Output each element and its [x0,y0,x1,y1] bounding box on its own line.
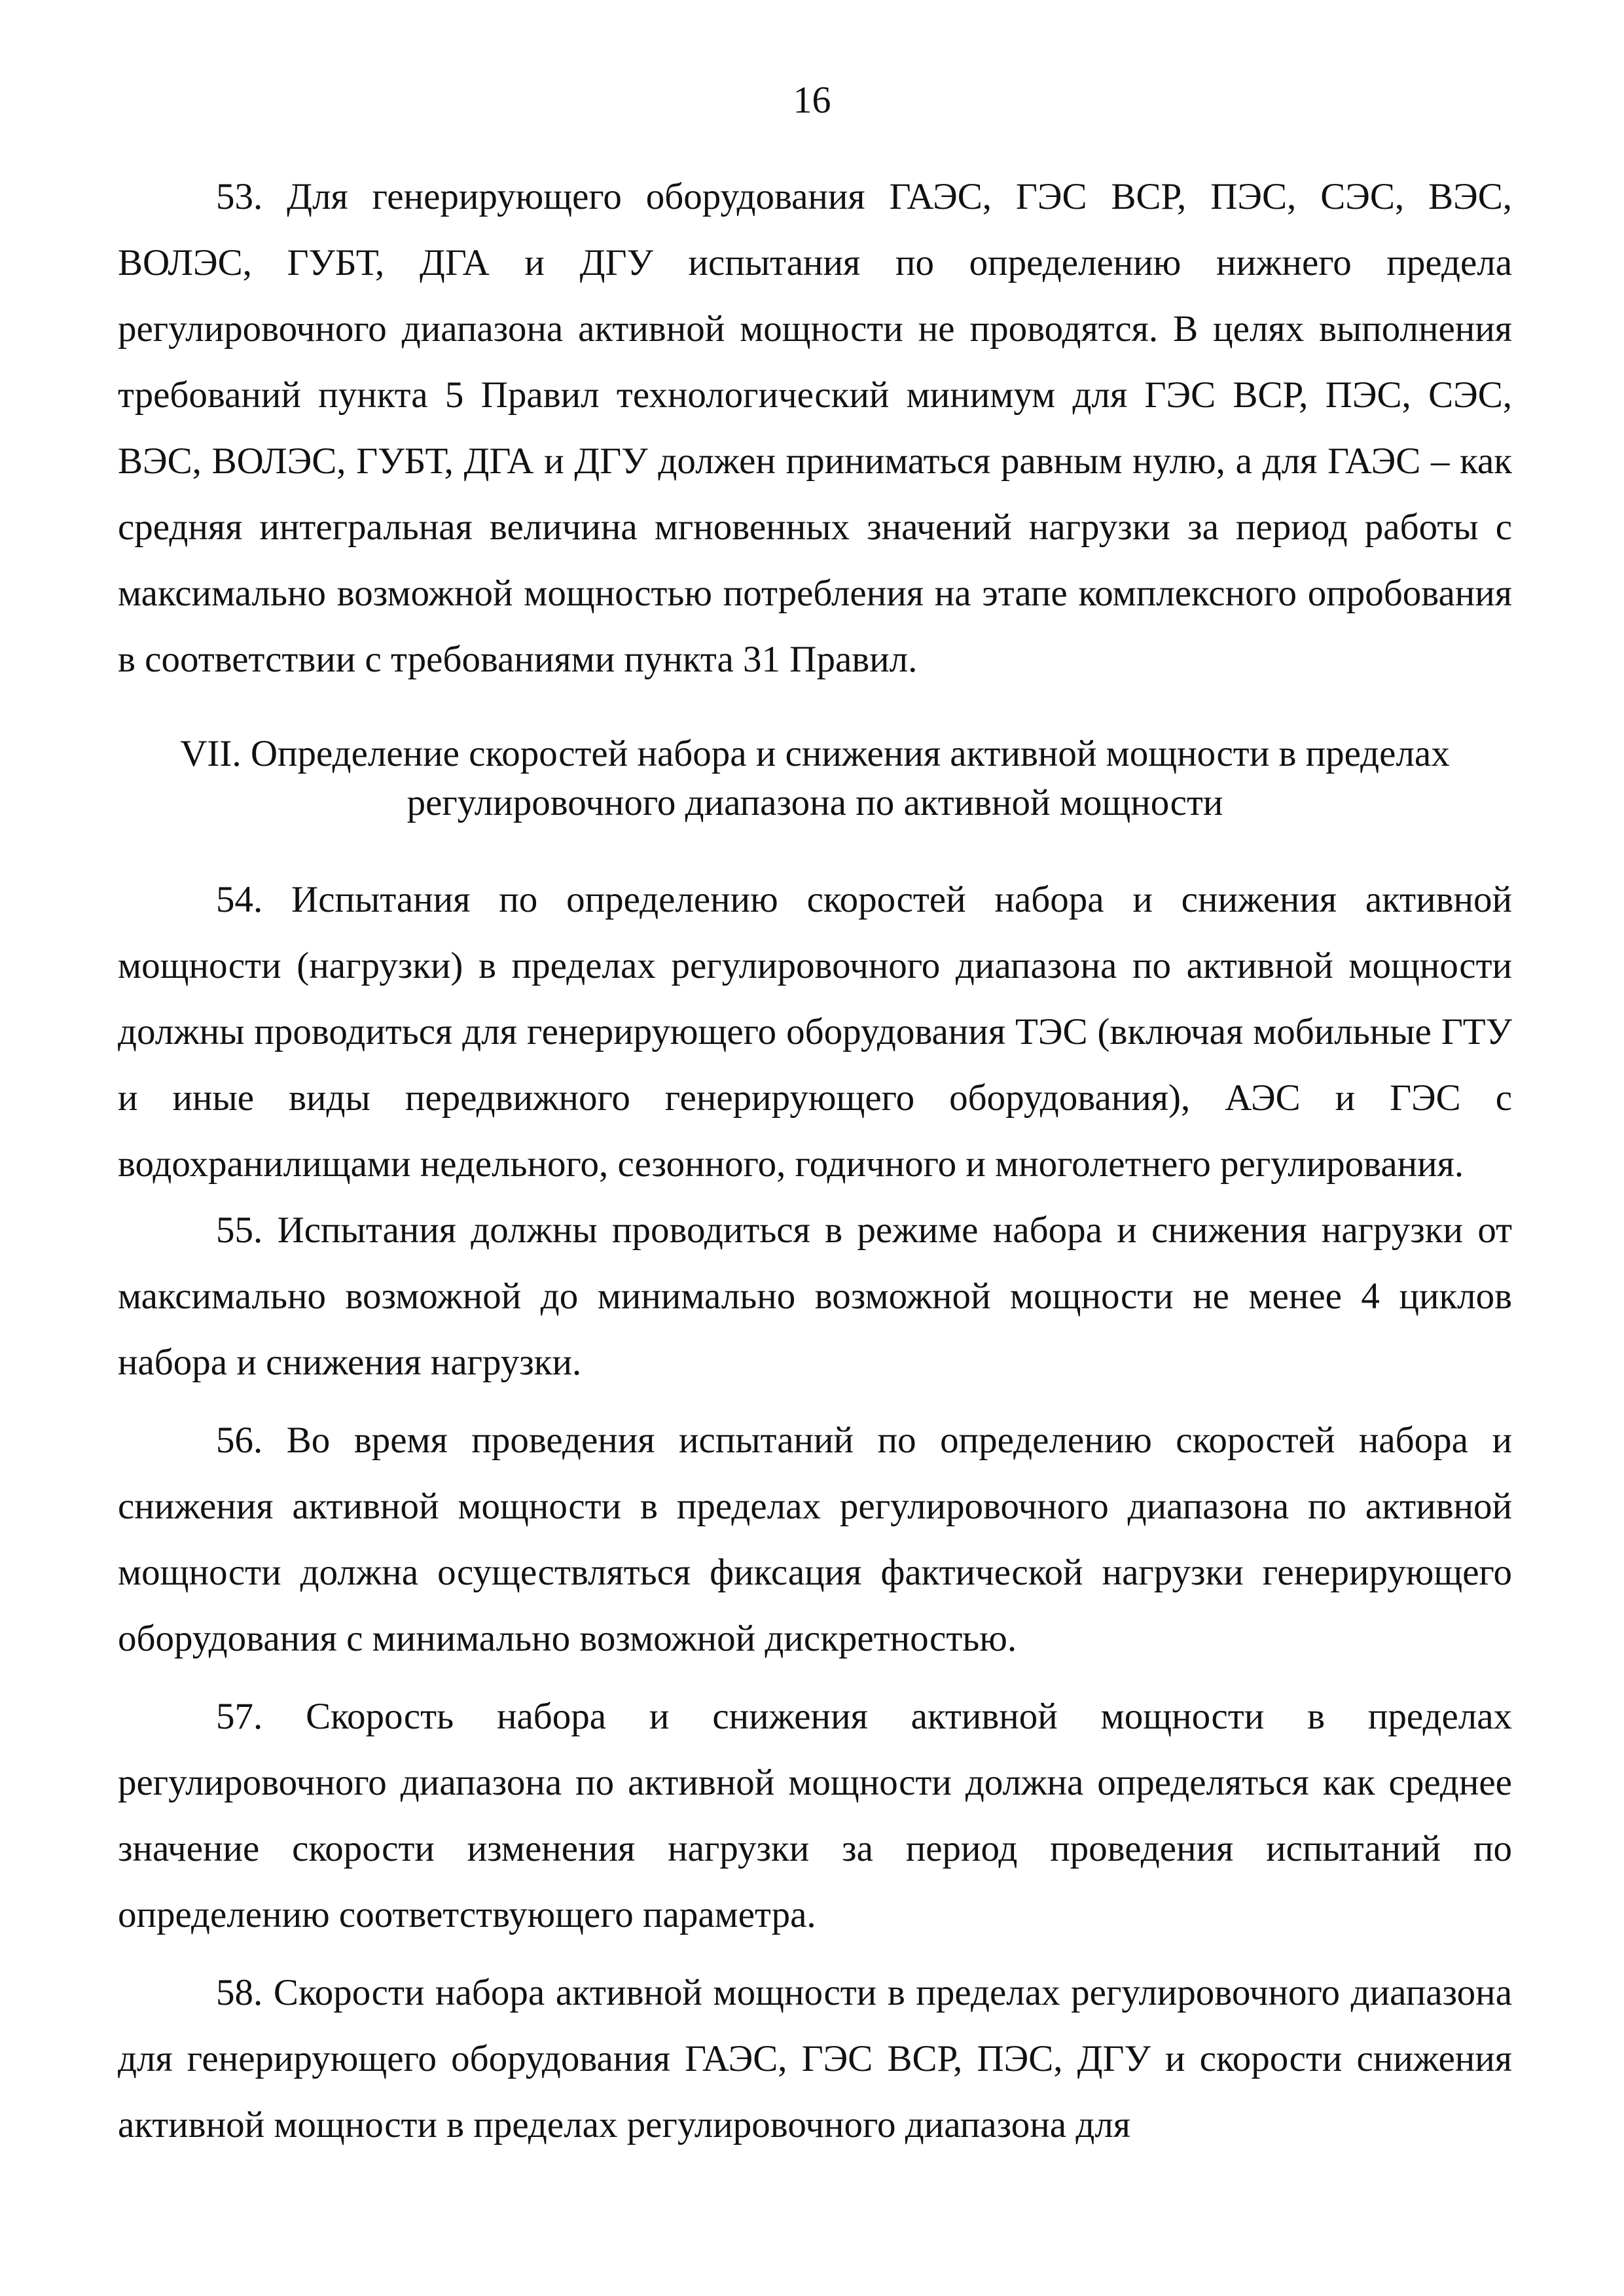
paragraph-55: 55. Испытания должны проводиться в режиме набора и снижения нагрузки от максимально возможной до минимально возможной мощности не менее 4 циклов набора и снижения нагрузки. [118,1210,1512,1383]
paragraph-56: 56. Во время проведения испытаний по определению скоростей набора и снижения активной мощности в пределах регулировочного диапазона по активной мощности должна осуществляться фиксация фактической нагрузки генерирующего оборудования с минимально возможной дискретностью. [118,1420,1512,1659]
section-heading-line-2: регулировочного диапазона по активной мощности [406,782,1223,823]
paragraph-58: 58. Скорости набора активной мощности в пределах регулировочного диапазона для генерирующего оборудования ГАЭС, ГЭС ВСР, ПЭС, ДГУ и скорости снижения активной мощности в пределах регулировочного диапазона для [118,1972,1512,2145]
section-heading-vii [118,729,1512,827]
document-body [118,164,1512,2158]
section-heading-line-1: VII. Определение скоростей набора и снижения активной мощности в пределах [180,733,1450,774]
paragraph-53: 53. Для генерирующего оборудования ГАЭС, ГЭС ВСР, ПЭС, СЭС, ВЭС, ВОЛЭС, ГУБТ, ДГА и ДГУ испытания по определению нижнего предела регулировочного диапазона активной мощности не проводятся. В целях выполнения требований пункта 5 Правил технологический минимум для ГЭС ВСР, ПЭС, СЭС, ВЭС, ВОЛЭС, ГУБТ, ДГА и ДГУ должен приниматься равным нулю, а для ГАЭС – как средняя интегральная величина мгновенных значений нагрузки за период работы с максимально возможной мощностью потребления на этапе комплексного опробования в соответствии с требованиями пункта 31 Правил. [118,176,1512,680]
paragraph-57: 57. Скорость набора и снижения активной мощности в пределах регулировочного диапазона по активной мощности должна определяться как среднее значение скорости изменения нагрузки за период проведения испытаний по определению соответствующего параметра. [118,1696,1512,1935]
page-number: 16 [793,79,831,121]
paragraph-54: 54. Испытания по определению скоростей набора и снижения активной мощности (нагрузки) в пределах регулировочного диапазона по активной мощности должны проводиться для генерирующего оборудования ТЭС (включая мобильные ГТУ и иные виды передвижного генерирующего оборудования), АЭС и ГЭС с водохранилищами недельного, сезонного, годичного и многолетнего регулирования. [118,879,1512,1185]
